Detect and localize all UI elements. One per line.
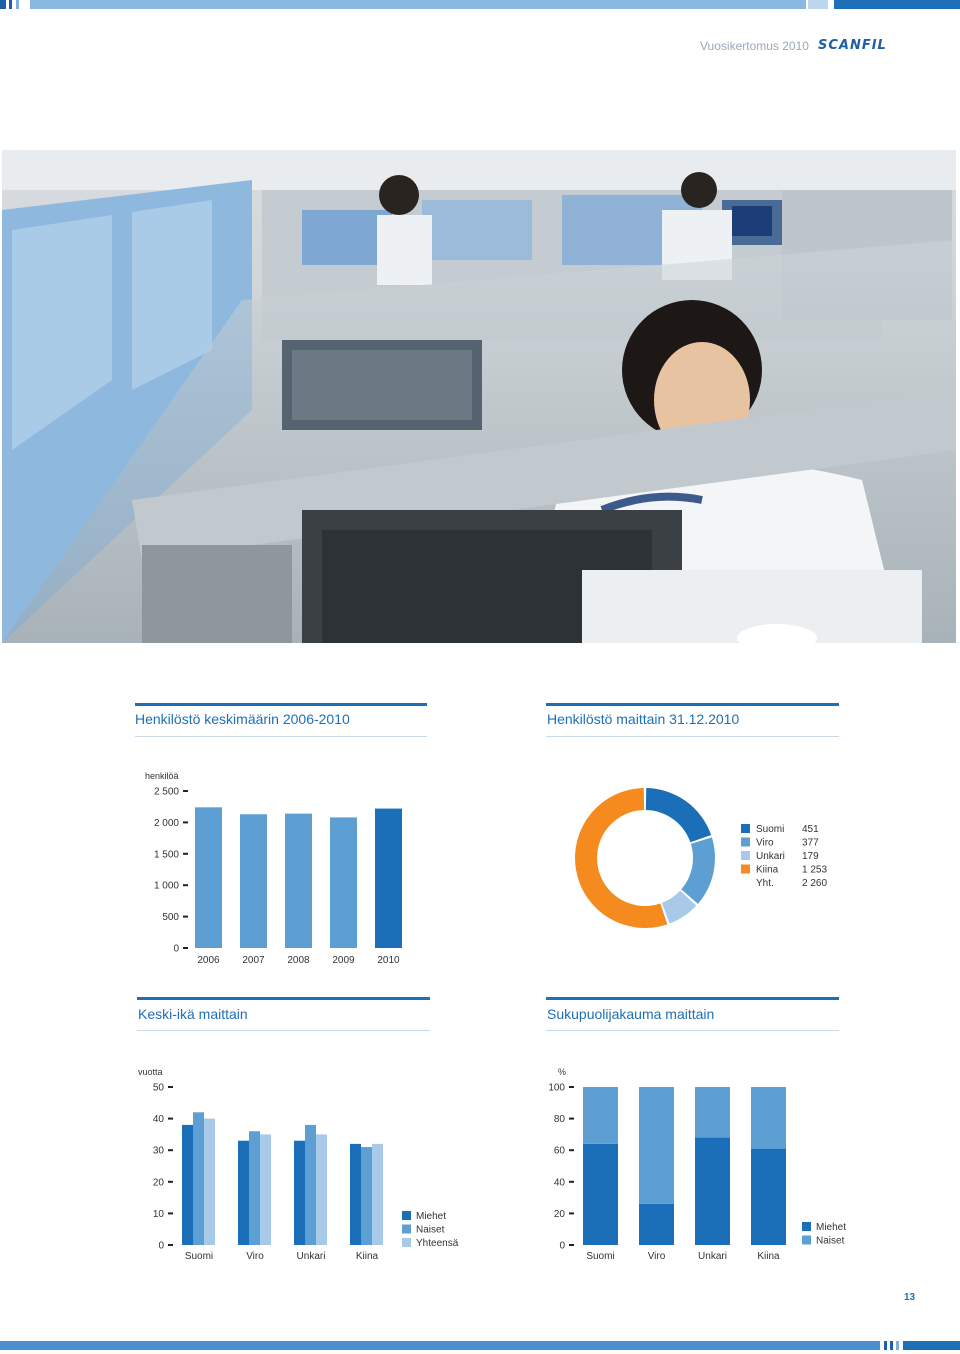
gender-bar-naiset [639,1087,674,1204]
avg-staff-ytick-label: 1 500 [153,849,179,861]
avg-staff-ytick-label: 1 000 [153,880,179,892]
avg-staff-bar [285,814,312,948]
avg-staff-ytick-label: 2 000 [153,817,179,829]
avg-staff-bar [195,807,222,948]
avg-age-legend-swatch [402,1211,411,1220]
gender-legend-swatch [802,1222,811,1231]
avg-staff-xtick-label: 2008 [287,955,310,966]
gender-bar-miehet [695,1138,730,1245]
gender-ytick-label: 80 [553,1114,565,1126]
gender-xtick-label: Kiina [757,1251,780,1262]
avg-staff-ytick-label: 0 [173,943,179,955]
section-title-staff-by-country: Henkilöstö maittain 31.12.2010 [547,711,740,727]
donut-legend-value: 451 [802,824,819,835]
gender-bar-miehet [751,1149,786,1245]
avg-staff-xtick-label: 2010 [377,955,400,966]
donut-legend-label: Kiina [756,864,779,876]
gender-xtick-label: Suomi [586,1251,615,1262]
avg-staff-ytick-label: 2 500 [153,786,179,798]
avg-age-legend-label: Yhteensä [416,1238,459,1249]
avg-age-ytick-label: 30 [152,1145,164,1157]
avg-age-legend-label: Miehet [416,1211,447,1222]
donut-legend-value: 377 [802,837,819,849]
avg-staff-ytick-label: 500 [162,912,179,924]
donut-legend-value: 179 [802,851,819,862]
avg-age-ytick-mark [168,1212,173,1214]
avg-staff-ytick-mark [183,916,188,918]
section-title-avg-age: Keski-ikä maittain [138,1006,248,1022]
avg-age-ytick-mark [168,1244,173,1246]
avg-staff-xtick-label: 2007 [242,955,265,966]
avg-age-ytick-mark [168,1086,173,1088]
donut-slice-suomi [646,788,711,842]
avg-age-bar-yhteensä [316,1134,327,1245]
avg-staff-ytick-mark [183,947,188,949]
scanfil-logo: SCANFIL [818,38,887,53]
avg-staff-bar [240,814,267,948]
gender-ytick-mark [569,1118,574,1120]
gender-bar-naiset [695,1087,730,1138]
donut-total-label: Yht. [756,878,774,889]
avg-age-bar-naiset [193,1112,204,1245]
gender-legend-swatch [802,1236,811,1245]
avg-staff-ytick-mark [183,853,188,855]
donut-legend-label: Unkari [756,851,785,862]
gender-xtick-label: Unkari [698,1251,727,1262]
gender-ytick-mark [569,1086,574,1088]
report-title: Vuosikertomus 2010 [700,39,809,53]
donut-legend-swatch [741,824,750,833]
avg-staff-ytick-mark [183,821,188,823]
avg-age-bar-naiset [361,1147,372,1245]
bottom-color-bar [0,1341,960,1350]
avg-age-xtick-label: Kiina [355,1251,379,1262]
avg-age-bar-miehet [294,1141,305,1245]
avg-staff-bar [375,809,402,948]
avg-staff-ytick-mark [183,790,188,792]
avg-age-ytick-label: 50 [152,1082,164,1094]
avg-age-bar-miehet [182,1125,193,1245]
gender-ytick-label: 100 [548,1082,565,1094]
page-number: 13 [904,1292,916,1303]
avg-staff-ylabel: henkilöä [145,771,179,781]
gender-ytick-mark [569,1149,574,1151]
avg-age-ytick-mark [168,1149,173,1151]
avg-age-legend-swatch [402,1225,411,1234]
section-title-avg-staff: Henkilöstö keskimäärin 2006-2010 [135,711,350,727]
avg-age-bar-yhteensä [260,1134,271,1245]
avg-age-ytick-mark [168,1181,173,1183]
gender-bar-naiset [583,1087,618,1144]
section-title-gender: Sukupuolijakauma maittain [547,1006,715,1022]
gender-ylabel: % [558,1067,567,1077]
gender-ytick-mark [569,1244,574,1246]
avg-age-xtick-label: Unkari [296,1251,326,1262]
donut-legend-swatch [741,851,750,860]
avg-age-xtick-label: Viro [246,1251,264,1262]
avg-age-bar-yhteensä [204,1119,215,1245]
gender-ytick-label: 0 [559,1240,565,1252]
gender-ytick-mark [569,1212,574,1214]
donut-legend-swatch [741,865,750,874]
gender-xtick-label: Viro [647,1251,666,1262]
avg-age-bar-naiset [249,1131,260,1245]
avg-age-legend-label: Naiset [416,1224,445,1236]
avg-staff-bar [330,817,357,948]
gender-bar-miehet [639,1204,674,1245]
gender-legend-label: Naiset [816,1235,845,1247]
donut-legend-label: Viro [756,837,774,849]
donut-total-value: 2 260 [802,878,828,889]
donut-legend-value: 1 253 [802,864,828,876]
avg-age-ytick-mark [168,1118,173,1120]
gender-bar-naiset [751,1087,786,1149]
avg-age-legend-swatch [402,1238,411,1247]
gender-ytick-label: 60 [553,1145,565,1157]
gender-ytick-mark [569,1181,574,1183]
avg-age-ytick-label: 0 [158,1240,164,1252]
avg-age-ytick-label: 20 [152,1177,164,1189]
donut-legend-label: Suomi [756,824,785,835]
avg-staff-xtick-label: 2009 [332,955,355,966]
avg-staff-xtick-label: 2006 [197,955,220,966]
donut-legend-swatch [741,838,750,847]
avg-age-ytick-label: 40 [152,1114,164,1126]
avg-age-bar-miehet [350,1144,361,1245]
gender-ytick-label: 20 [553,1208,565,1220]
avg-age-ylabel: vuotta [138,1067,163,1077]
avg-age-bar-yhteensä [372,1144,383,1245]
avg-age-xtick-label: Suomi [184,1251,214,1262]
avg-staff-ytick-mark [183,884,188,886]
gender-legend-label: Miehet [816,1222,847,1233]
donut-slice-viro [681,837,715,903]
gender-ytick-label: 40 [553,1177,565,1189]
avg-age-bar-naiset [305,1125,316,1245]
gender-bar-miehet [583,1144,618,1245]
avg-age-ytick-label: 10 [152,1208,164,1220]
avg-age-bar-miehet [238,1141,249,1245]
